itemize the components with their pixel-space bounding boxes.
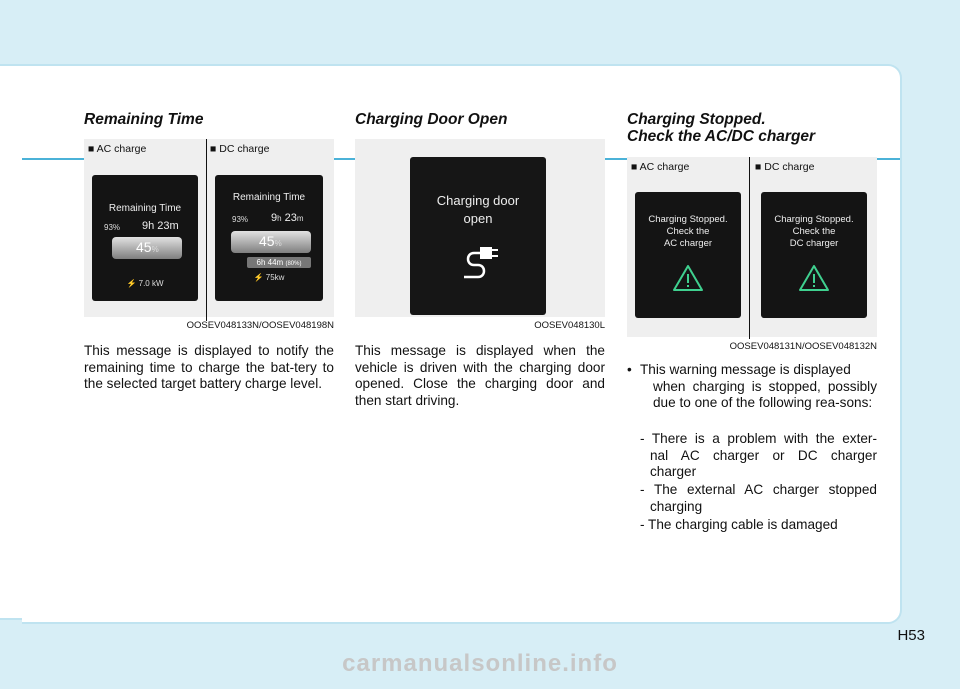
figure-code: OOSEV048130L — [534, 320, 605, 331]
bullet-line1: This warning message is displayed — [640, 362, 851, 377]
reason-3: - The charging cable is damaged — [640, 517, 838, 532]
dc-stopped-screen — [761, 192, 867, 318]
charge-power: ⚡ 7.0 kW — [126, 279, 164, 288]
stopped-message: Charging Stopped. Check the DC charger — [774, 214, 854, 249]
figure-divider — [749, 157, 750, 339]
charging-door-figure — [355, 139, 605, 317]
screen-title: Remaining Time — [232, 192, 306, 203]
soc-value: 93% — [232, 215, 249, 224]
warning-icon — [672, 264, 704, 292]
ac-remaining-screen — [92, 175, 198, 301]
target-time-badge: 6h 44m (80%) — [247, 257, 311, 268]
figure-code: OOSEV048133N/OOSEV048198N — [186, 320, 334, 331]
stopped-message: Charging Stopped. Check the AC charger — [648, 214, 728, 249]
charging-stopped-figure — [627, 157, 877, 337]
ac-charge-label: ■ AC charge — [631, 161, 690, 173]
remaining-time-title: Remaining Time — [84, 111, 204, 128]
charging-stopped-title: Charging Stopped. Check the AC/DC charger — [627, 111, 816, 145]
door-msg-line2: open — [463, 211, 493, 226]
screen-title: Remaining Time — [108, 203, 182, 214]
warning-icon — [798, 264, 830, 292]
charging-door-description: This message is displayed when the vehicle is driven with the charging door opened. Close the charging door and then start driving. — [355, 343, 605, 408]
door-open-screen — [410, 157, 546, 315]
left-margin — [0, 64, 22, 620]
ac-stopped-screen — [635, 192, 741, 318]
dc-charge-label: ■ DC charge — [210, 143, 270, 155]
charging-plug-icon — [456, 243, 506, 283]
figure-divider — [206, 139, 207, 321]
door-msg-line1: Charging door — [436, 193, 520, 208]
battery-level: 45% — [136, 239, 159, 255]
reason-2-text: charging — [650, 498, 703, 514]
ac-charge-label: ■ AC charge — [88, 143, 147, 155]
watermark: carmanualsonline.info — [342, 650, 618, 677]
remaining-time-figure — [84, 139, 334, 317]
battery-level: 45% — [259, 233, 282, 249]
dc-charge-label: ■ DC charge — [755, 161, 815, 173]
dc-remaining-screen — [215, 175, 323, 301]
bullet-text: when charging is stopped, possibly due to one of the following rea-sons: — [653, 378, 877, 410]
soc-value: 93% — [104, 223, 121, 232]
page-number: H53 — [897, 627, 925, 644]
reason-1-text: nal AC charger or DC charger charger — [650, 447, 877, 479]
reason-1-line1: - There is a problem with the exter- — [640, 431, 877, 446]
remaining-time-description: This message is displayed to notify the remaining time to charge the bat-tery to the selected target battery charge level. — [84, 343, 334, 391]
remaining-time-value: 9h 23m — [271, 212, 304, 224]
remaining-time-value: 9h 23m — [142, 220, 179, 232]
bullet-dot: • — [627, 362, 632, 377]
reason-2-line1: - The external AC charger stopped — [640, 482, 877, 497]
charge-power: ⚡ 75kw — [253, 273, 285, 282]
charging-door-title: Charging Door Open — [355, 111, 508, 128]
figure-code: OOSEV048131N/OOSEV048132N — [729, 341, 877, 352]
